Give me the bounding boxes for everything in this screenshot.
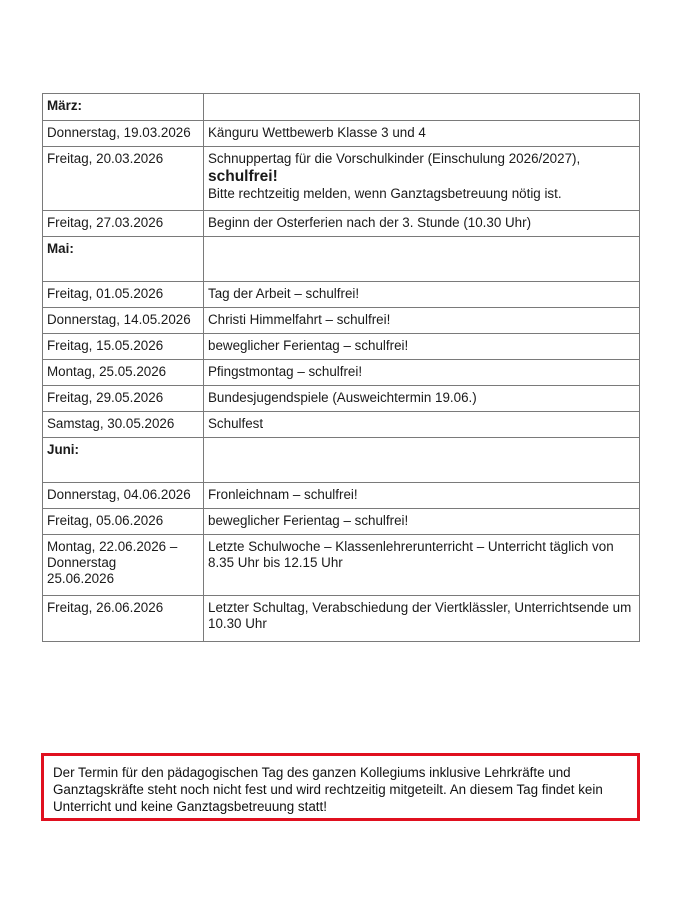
table-row (43, 334, 640, 360)
event-date: Freitag, 15.05.2026 (43, 334, 204, 360)
event-description: Letzter Schultag, Verabschiedung der Viertklässler, Unterrichtsende um 10.30 Uhr (204, 596, 640, 642)
date-line: Donnerstag (47, 555, 117, 570)
event-description: Christi Himmelfahrt – schulfrei! (204, 308, 640, 334)
table-row (43, 535, 640, 596)
event-date (43, 535, 204, 596)
event-note: Bitte rechtzeitig melden, wenn Ganztagsbetreuung nötig ist. (208, 186, 562, 201)
table-row (43, 596, 640, 642)
event-text: Schnuppertag für die Vorschulkinder (Einschulung 2026/2027), (208, 151, 581, 166)
empty-cell (204, 237, 640, 282)
table-row (43, 509, 640, 535)
event-date: Donnerstag, 14.05.2026 (43, 308, 204, 334)
event-description: beweglicher Ferientag – schulfrei! (204, 509, 640, 535)
table-row (43, 121, 640, 147)
event-date: Freitag, 20.03.2026 (43, 147, 204, 211)
empty-cell (204, 94, 640, 121)
date-line: 25.06.2026 (47, 571, 115, 586)
month-header-maerz (43, 94, 640, 121)
event-description: Pfingstmontag – schulfrei! (204, 360, 640, 386)
table-row (43, 386, 640, 412)
empty-cell (204, 438, 640, 483)
event-date: Samstag, 30.05.2026 (43, 412, 204, 438)
event-description: beweglicher Ferientag – schulfrei! (204, 334, 640, 360)
notice-text: Der Termin für den pädagogischen Tag des ganzen Kollegiums inklusive Lehrkräfte und Ganztagskräfte steht noch nicht fest und wird rechtzeitig mitgeteilt. An diesem Tag findet kein Unterricht und keine Ganztagsbetreuung statt! (53, 765, 603, 814)
event-date: Freitag, 05.06.2026 (43, 509, 204, 535)
event-date: Donnerstag, 19.03.2026 (43, 121, 204, 147)
event-date: Freitag, 26.06.2026 (43, 596, 204, 642)
event-date: Donnerstag, 04.06.2026 (43, 483, 204, 509)
event-description: Känguru Wettbewerb Klasse 3 und 4 (204, 121, 640, 147)
event-description: Tag der Arbeit – schulfrei! (204, 282, 640, 308)
table-row (43, 308, 640, 334)
table-row (43, 412, 640, 438)
school-events-table (42, 93, 640, 642)
table-row (43, 211, 640, 237)
event-description: Schulfest (204, 412, 640, 438)
notice-box (41, 753, 640, 821)
date-line: Montag, 22.06.2026 – (47, 539, 178, 554)
event-date: Montag, 25.05.2026 (43, 360, 204, 386)
event-date: Freitag, 29.05.2026 (43, 386, 204, 412)
event-description: Beginn der Osterferien nach der 3. Stunde (10.30 Uhr) (204, 211, 640, 237)
month-label: März: (43, 94, 204, 121)
table-row (43, 483, 640, 509)
table-row (43, 282, 640, 308)
event-description: Bundesjugendspiele (Ausweichtermin 19.06.) (204, 386, 640, 412)
event-date: Freitag, 01.05.2026 (43, 282, 204, 308)
event-description: Letzte Schulwoche – Klassenlehrerunterricht – Unterricht täglich von 8.35 Uhr bis 12.15 Uhr (204, 535, 640, 596)
month-label: Juni: (43, 438, 204, 483)
event-emphasis: schulfrei! (208, 168, 278, 185)
event-date: Freitag, 27.03.2026 (43, 211, 204, 237)
event-description (204, 147, 640, 211)
table-row (43, 360, 640, 386)
event-description: Fronleichnam – schulfrei! (204, 483, 640, 509)
table-row (43, 147, 640, 211)
month-header-juni (43, 438, 640, 483)
month-label: Mai: (43, 237, 204, 282)
month-header-mai (43, 237, 640, 282)
